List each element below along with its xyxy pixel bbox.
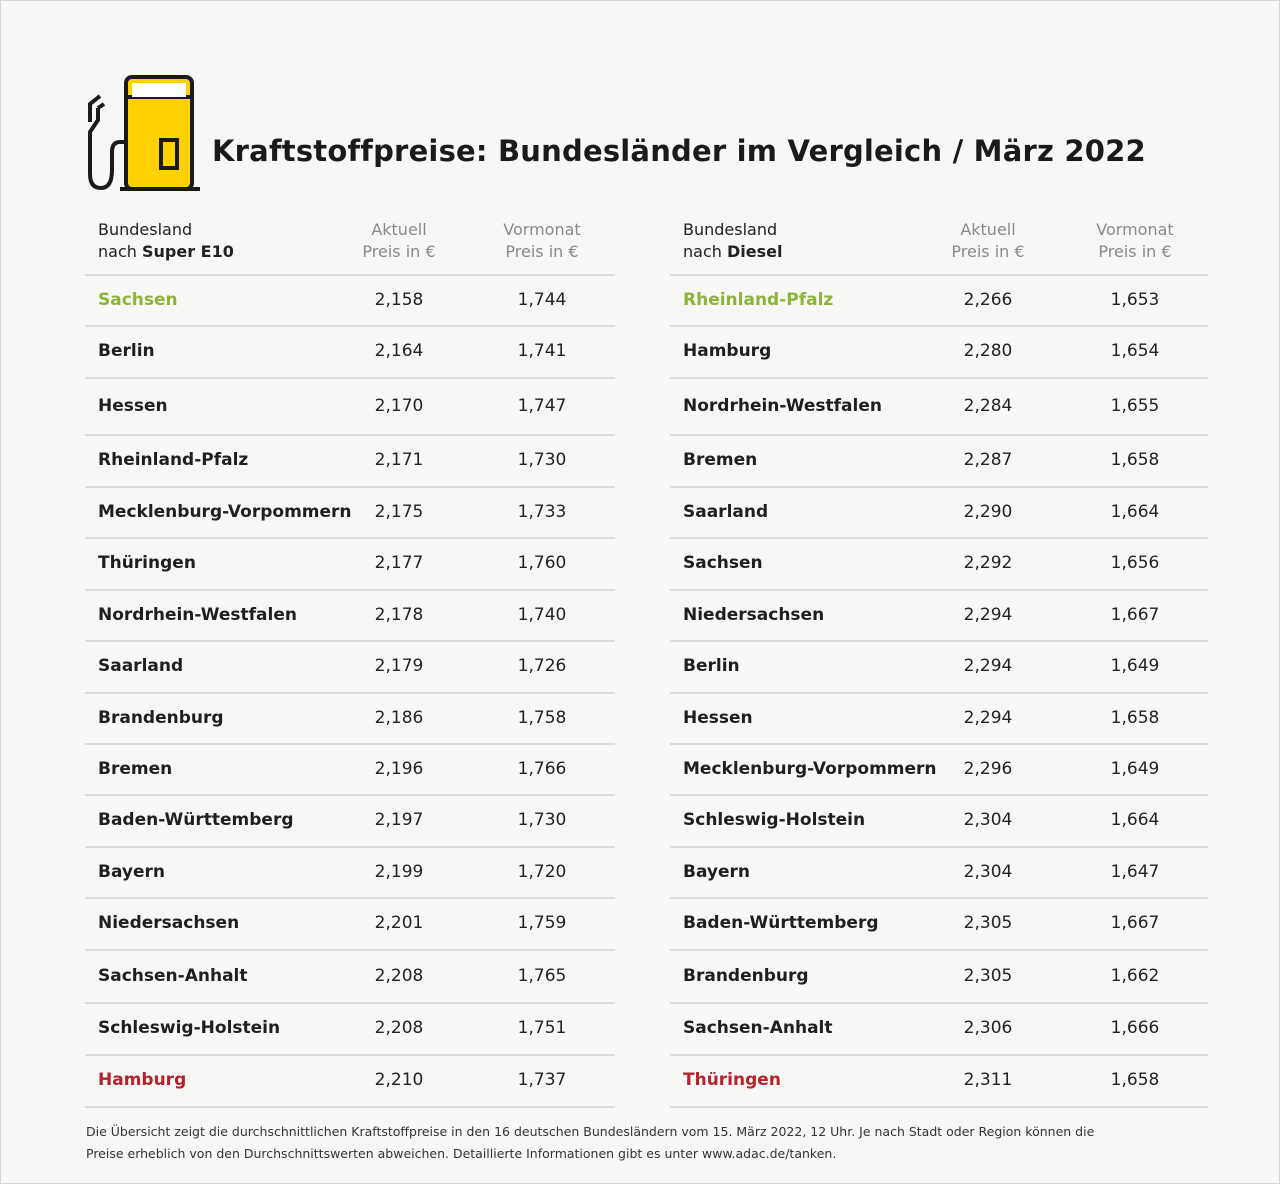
table-row bbox=[670, 379, 1208, 436]
bundesland-name: Saarland bbox=[98, 656, 184, 676]
price-vormonat: 1,766 bbox=[517, 759, 567, 779]
price-vormonat: 1,744 bbox=[517, 290, 567, 310]
bundesland-name: Rheinland-Pfalz bbox=[98, 450, 249, 470]
header-vormonat: Vormonat Preis in € bbox=[1096, 220, 1174, 261]
price-aktuell: 2,284 bbox=[963, 396, 1013, 416]
price-vormonat: 1,747 bbox=[517, 396, 567, 416]
price-aktuell: 2,287 bbox=[963, 450, 1013, 470]
price-vormonat: 1,658 bbox=[1110, 1070, 1160, 1090]
price-vormonat: 1,737 bbox=[517, 1070, 567, 1090]
price-vormonat: 1,654 bbox=[1110, 341, 1160, 361]
header-bundesland: Bundesland nach Diesel bbox=[683, 220, 783, 261]
table-row bbox=[670, 591, 1208, 642]
bundesland-name: Hessen bbox=[98, 396, 168, 416]
fuel-type-label: Super E10 bbox=[141, 242, 234, 261]
price-vormonat: 1,658 bbox=[1110, 450, 1160, 470]
price-aktuell: 2,292 bbox=[963, 553, 1013, 573]
table-row bbox=[670, 436, 1208, 488]
table-row bbox=[670, 276, 1208, 327]
price-vormonat: 1,720 bbox=[517, 862, 567, 882]
price-aktuell: 2,164 bbox=[374, 341, 424, 361]
price-aktuell: 2,197 bbox=[374, 810, 424, 830]
table-body bbox=[85, 276, 615, 1108]
bundesland-name: Sachsen bbox=[683, 553, 763, 573]
table-row bbox=[85, 848, 615, 899]
header-aktuell: Aktuell Preis in € bbox=[362, 220, 436, 261]
bundesland-name: Thüringen bbox=[683, 1070, 781, 1090]
price-aktuell: 2,186 bbox=[374, 708, 424, 728]
price-aktuell: 2,208 bbox=[374, 966, 424, 986]
price-vormonat: 1,666 bbox=[1110, 1018, 1160, 1038]
price-vormonat: 1,655 bbox=[1110, 396, 1160, 416]
table-header bbox=[85, 208, 615, 276]
table-diesel bbox=[670, 208, 1208, 1108]
bundesland-name: Berlin bbox=[98, 341, 155, 361]
price-vormonat: 1,726 bbox=[517, 656, 567, 676]
table-row bbox=[670, 1056, 1208, 1108]
price-vormonat: 1,653 bbox=[1110, 290, 1160, 310]
price-aktuell: 2,304 bbox=[963, 810, 1013, 830]
bundesland-name: Sachsen bbox=[98, 290, 178, 310]
bundesland-name: Mecklenburg-Vorpommern bbox=[683, 759, 937, 779]
price-vormonat: 1,741 bbox=[517, 341, 567, 361]
bundesland-name: Nordrhein-Westfalen bbox=[98, 605, 297, 625]
price-vormonat: 1,760 bbox=[517, 553, 567, 573]
price-vormonat: 1,733 bbox=[517, 502, 567, 522]
table-row bbox=[670, 796, 1208, 848]
price-aktuell: 2,305 bbox=[963, 913, 1013, 933]
table-row bbox=[85, 796, 615, 848]
table-row bbox=[670, 539, 1208, 591]
table-row bbox=[670, 951, 1208, 1004]
price-vormonat: 1,667 bbox=[1110, 913, 1160, 933]
price-aktuell: 2,175 bbox=[374, 502, 424, 522]
price-aktuell: 2,199 bbox=[374, 862, 424, 882]
price-aktuell: 2,208 bbox=[374, 1018, 424, 1038]
price-aktuell: 2,266 bbox=[963, 290, 1013, 310]
bundesland-name: Hamburg bbox=[98, 1070, 187, 1090]
bundesland-name: Mecklenburg-Vorpommern bbox=[98, 502, 352, 522]
price-vormonat: 1,664 bbox=[1110, 502, 1160, 522]
bundesland-name: Bayern bbox=[98, 862, 166, 882]
table-row bbox=[85, 951, 615, 1004]
price-aktuell: 2,294 bbox=[963, 656, 1013, 676]
bundesland-name: Saarland bbox=[683, 502, 769, 522]
bundesland-name: Baden-Württemberg bbox=[683, 913, 879, 933]
page-title: Kraftstoffpreise: Bundesländer im Vergleich / März 2022 bbox=[212, 134, 1146, 168]
bundesland-name: Niedersachsen bbox=[98, 913, 240, 933]
table-row bbox=[85, 379, 615, 436]
table-row bbox=[85, 694, 615, 745]
bundesland-name: Thüringen bbox=[98, 553, 196, 573]
table-row bbox=[85, 436, 615, 488]
price-vormonat: 1,656 bbox=[1110, 553, 1160, 573]
bundesland-name: Nordrhein-Westfalen bbox=[683, 396, 882, 416]
table-super-e10 bbox=[85, 208, 615, 1108]
table-row bbox=[85, 899, 615, 951]
price-vormonat: 1,730 bbox=[517, 450, 567, 470]
table-row bbox=[670, 899, 1208, 951]
bundesland-name: Rheinland-Pfalz bbox=[683, 290, 834, 310]
price-vormonat: 1,664 bbox=[1110, 810, 1160, 830]
bundesland-name: Hessen bbox=[683, 708, 753, 728]
bundesland-name: Bremen bbox=[98, 759, 173, 779]
price-vormonat: 1,662 bbox=[1110, 966, 1160, 986]
price-aktuell: 2,178 bbox=[374, 605, 424, 625]
table-row bbox=[85, 1056, 615, 1108]
table-header bbox=[670, 208, 1208, 276]
price-aktuell: 2,304 bbox=[963, 862, 1013, 882]
fuel-type-label: Diesel bbox=[726, 242, 783, 261]
table-row bbox=[670, 694, 1208, 745]
table-row bbox=[670, 642, 1208, 694]
table-row bbox=[670, 745, 1208, 796]
table-row bbox=[85, 591, 615, 642]
price-vormonat: 1,730 bbox=[517, 810, 567, 830]
table-row bbox=[85, 276, 615, 327]
price-aktuell: 2,296 bbox=[963, 759, 1013, 779]
header-vormonat: Vormonat Preis in € bbox=[503, 220, 581, 261]
price-vormonat: 1,667 bbox=[1110, 605, 1160, 625]
price-aktuell: 2,201 bbox=[374, 913, 424, 933]
header-bundesland: Bundesland nach Super E10 bbox=[98, 220, 234, 261]
price-aktuell: 2,294 bbox=[963, 605, 1013, 625]
price-vormonat: 1,649 bbox=[1110, 759, 1160, 779]
table-row bbox=[85, 1004, 615, 1056]
table-row bbox=[670, 488, 1208, 539]
header-aktuell: Aktuell Preis in € bbox=[951, 220, 1025, 261]
table-row bbox=[670, 848, 1208, 899]
price-aktuell: 2,290 bbox=[963, 502, 1013, 522]
price-aktuell: 2,210 bbox=[374, 1070, 424, 1090]
price-aktuell: 2,305 bbox=[963, 966, 1013, 986]
fuel-pump-icon bbox=[84, 74, 204, 196]
price-aktuell: 2,280 bbox=[963, 341, 1013, 361]
bundesland-name: Baden-Württemberg bbox=[98, 810, 294, 830]
price-aktuell: 2,171 bbox=[374, 450, 424, 470]
price-aktuell: 2,294 bbox=[963, 708, 1013, 728]
table-row bbox=[85, 745, 615, 796]
price-vormonat: 1,751 bbox=[517, 1018, 567, 1038]
price-aktuell: 2,177 bbox=[374, 553, 424, 573]
price-vormonat: 1,658 bbox=[1110, 708, 1160, 728]
bundesland-name: Schleswig-Holstein bbox=[98, 1018, 281, 1038]
price-aktuell: 2,196 bbox=[374, 759, 424, 779]
table-row bbox=[670, 327, 1208, 379]
bundesland-name: Hamburg bbox=[683, 341, 772, 361]
price-vormonat: 1,765 bbox=[517, 966, 567, 986]
bundesland-name: Brandenburg bbox=[98, 708, 224, 728]
price-aktuell: 2,306 bbox=[963, 1018, 1013, 1038]
bundesland-name: Berlin bbox=[683, 656, 740, 676]
price-vormonat: 1,647 bbox=[1110, 862, 1160, 882]
bundesland-name: Niedersachsen bbox=[683, 605, 825, 625]
bundesland-name: Bremen bbox=[683, 450, 758, 470]
table-row bbox=[670, 1004, 1208, 1056]
price-vormonat: 1,740 bbox=[517, 605, 567, 625]
price-vormonat: 1,649 bbox=[1110, 656, 1160, 676]
bundesland-name: Sachsen-Anhalt bbox=[683, 1018, 833, 1038]
bundesland-name: Bayern bbox=[683, 862, 751, 882]
bundesland-name: Sachsen-Anhalt bbox=[98, 966, 248, 986]
bundesland-name: Brandenburg bbox=[683, 966, 809, 986]
price-aktuell: 2,170 bbox=[374, 396, 424, 416]
table-row bbox=[85, 488, 615, 539]
footnote: Die Übersicht zeigt die durchschnittlichen Kraftstoffpreise in den 16 deutschen Bundesländern vom 15. März 2022, 12 Uhr. Je nach Stadt oder Region können die Preise erheblich von den Durchschnittswerten abweichen. Detaillierte Informationen gibt es unter www.adac.de/tanken. bbox=[86, 1124, 1095, 1161]
table-body bbox=[670, 276, 1208, 1108]
table-row bbox=[85, 327, 615, 379]
table-row bbox=[85, 539, 615, 591]
price-vormonat: 1,758 bbox=[517, 708, 567, 728]
price-aktuell: 2,179 bbox=[374, 656, 424, 676]
table-row bbox=[85, 642, 615, 694]
price-aktuell: 2,311 bbox=[963, 1070, 1013, 1090]
price-aktuell: 2,158 bbox=[374, 290, 424, 310]
bundesland-name: Schleswig-Holstein bbox=[683, 810, 866, 830]
price-vormonat: 1,759 bbox=[517, 913, 567, 933]
